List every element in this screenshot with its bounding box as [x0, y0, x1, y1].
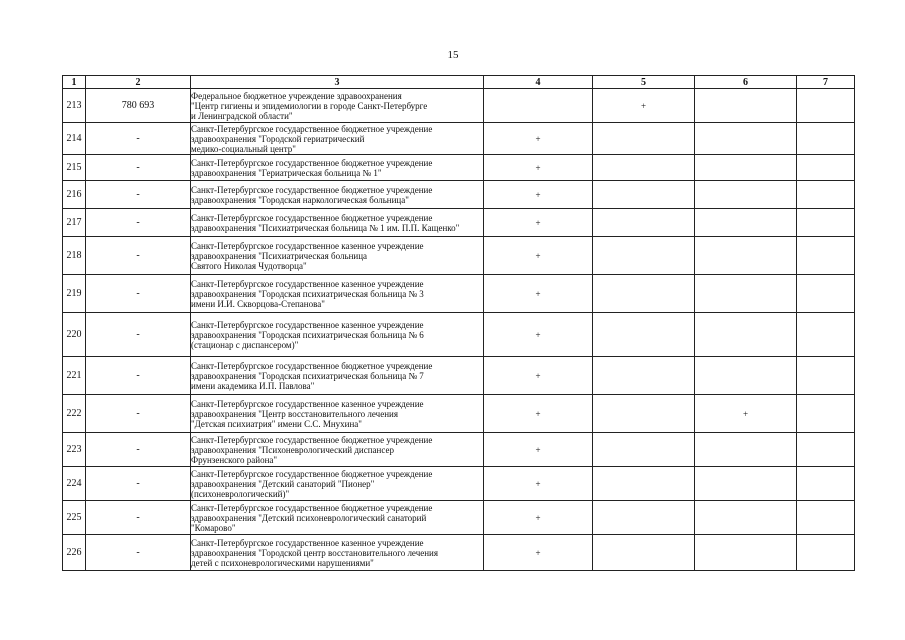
institution-name — [191, 357, 484, 395]
mark-col-7 — [797, 89, 855, 123]
column-header-6: 6 — [695, 76, 797, 89]
institution-name-line: детей с психоневрологическими нарушениями" — [191, 557, 374, 568]
institution-name-line: Святого Николая Чудотворца" — [191, 260, 307, 271]
row-code: - — [86, 181, 191, 209]
row-number: 215 — [63, 155, 86, 181]
mark-col-4: + — [484, 357, 593, 395]
row-number: 217 — [63, 209, 86, 237]
mark-col-6 — [695, 181, 797, 209]
mark-col-5 — [593, 357, 695, 395]
row-number: 221 — [63, 357, 86, 395]
row-code: - — [86, 123, 191, 155]
table-row — [63, 181, 855, 209]
mark-col-4: + — [484, 467, 593, 501]
institution-name-line: Санкт-Петербургское государственное казенное учреждение — [191, 278, 424, 289]
institution-name-line: Санкт-Петербургское государственное бюджетное учреждение — [191, 184, 433, 195]
mark-col-6 — [695, 89, 797, 123]
institution-name-line: здравоохранения "Городская наркологическая больница" — [191, 194, 409, 205]
mark-col-5 — [593, 275, 695, 313]
institution-name-line: Санкт-Петербургское государственное казенное учреждение — [191, 319, 424, 330]
row-number: 222 — [63, 395, 86, 433]
institution-name — [191, 155, 484, 181]
institution-name-line: медико-социальный центр" — [191, 143, 296, 154]
row-code: - — [86, 313, 191, 357]
mark-col-4: + — [484, 433, 593, 467]
column-header-7: 7 — [797, 76, 855, 89]
institution-name — [191, 433, 484, 467]
table-row — [63, 209, 855, 237]
mark-col-5 — [593, 209, 695, 237]
header-row — [63, 76, 855, 89]
mark-col-7 — [797, 181, 855, 209]
table-row — [63, 237, 855, 275]
table-row — [63, 433, 855, 467]
institution-name-line: Санкт-Петербургское государственное бюджетное учреждение — [191, 212, 433, 223]
table-row — [63, 275, 855, 313]
institution-name-line: "Комарово" — [191, 522, 236, 533]
institution-name-line: здравоохранения "Детский психоневрологический санаторий — [191, 512, 427, 523]
mark-col-6 — [695, 467, 797, 501]
institution-name-line: здравоохранения "Психиатрическая больница № 1 им. П.П. Кащенко" — [191, 222, 460, 233]
mark-col-5 — [593, 535, 695, 571]
institution-name-line: имени академика И.П. Павлова" — [191, 380, 315, 391]
institution-name-line: Санкт-Петербургское государственное бюджетное учреждение — [191, 360, 433, 371]
institution-name-line: (стационар с диспансером)" — [191, 339, 299, 350]
institution-name-line: Санкт-Петербургское государственное казенное учреждение — [191, 398, 424, 409]
row-number: 223 — [63, 433, 86, 467]
institution-name — [191, 395, 484, 433]
table-row — [63, 501, 855, 535]
mark-col-5 — [593, 181, 695, 209]
mark-col-5 — [593, 155, 695, 181]
table-row — [63, 313, 855, 357]
row-number: 216 — [63, 181, 86, 209]
mark-col-5 — [593, 501, 695, 535]
row-number: 226 — [63, 535, 86, 571]
column-header-2: 2 — [86, 76, 191, 89]
row-code: - — [86, 357, 191, 395]
institution-name — [191, 313, 484, 357]
mark-col-6 — [695, 313, 797, 357]
institution-name-line: Санкт-Петербургское государственное казенное учреждение — [191, 537, 424, 548]
page-number: 15 — [447, 49, 459, 61]
institution-name — [191, 535, 484, 571]
row-number: 220 — [63, 313, 86, 357]
row-code: - — [86, 535, 191, 571]
table-row — [63, 357, 855, 395]
mark-col-4: + — [484, 275, 593, 313]
mark-col-6: + — [695, 395, 797, 433]
mark-col-4: + — [484, 501, 593, 535]
mark-col-4 — [484, 89, 593, 123]
mark-col-5 — [593, 395, 695, 433]
mark-col-4: + — [484, 155, 593, 181]
mark-col-6 — [695, 237, 797, 275]
row-number: 224 — [63, 467, 86, 501]
table-row — [63, 123, 855, 155]
mark-col-4: + — [484, 123, 593, 155]
row-code: 780 693 — [86, 89, 191, 123]
row-code: - — [86, 209, 191, 237]
mark-col-4: + — [484, 181, 593, 209]
mark-col-5 — [593, 313, 695, 357]
row-number: 218 — [63, 237, 86, 275]
institution-name-line: и Ленинградской области" — [191, 110, 293, 121]
institution-name-line: (психоневрологический)" — [191, 488, 290, 499]
row-number: 213 — [63, 89, 86, 123]
row-number: 219 — [63, 275, 86, 313]
mark-col-7 — [797, 123, 855, 155]
mark-col-7 — [797, 433, 855, 467]
institution-name-line: Санкт-Петербургское государственное казенное учреждение — [191, 240, 424, 251]
mark-col-5 — [593, 467, 695, 501]
mark-col-7 — [797, 275, 855, 313]
mark-col-4: + — [484, 209, 593, 237]
institution-name-line: здравоохранения "Гериатрическая больница № 1" — [191, 167, 382, 178]
institution-name-line: Санкт-Петербургское государственное бюджетное учреждение — [191, 123, 433, 134]
institution-name-line: "Центр гигиены и эпидемиологии в городе Санкт-Петербурге — [191, 100, 428, 111]
mark-col-5 — [593, 123, 695, 155]
row-code: - — [86, 467, 191, 501]
institution-name — [191, 123, 484, 155]
mark-col-4: + — [484, 237, 593, 275]
institution-name-line: "Детская психиатрия" имени С.С. Мнухина" — [191, 418, 362, 429]
column-header-1: 1 — [63, 76, 86, 89]
table-row — [63, 395, 855, 433]
mark-col-6 — [695, 501, 797, 535]
row-code: - — [86, 237, 191, 275]
mark-col-5 — [593, 433, 695, 467]
mark-col-6 — [695, 535, 797, 571]
institution-name-line: здравоохранения "Городская психиатрическая больница № 6 — [191, 329, 424, 340]
row-code: - — [86, 275, 191, 313]
institution-name-line: здравоохранения "Центр восстановительного лечения — [191, 408, 398, 419]
mark-col-7 — [797, 313, 855, 357]
mark-col-4: + — [484, 395, 593, 433]
institution-name-line: здравоохранения "Детский санаторий "Пионер" — [191, 478, 375, 489]
row-code: - — [86, 501, 191, 535]
row-code: - — [86, 395, 191, 433]
institution-name-line: здравоохранения "Психоневрологический диспансер — [191, 444, 394, 455]
institution-name-line: здравоохранения "Городской гериатрический — [191, 133, 365, 144]
column-header-5: 5 — [593, 76, 695, 89]
mark-col-6 — [695, 155, 797, 181]
mark-col-7 — [797, 237, 855, 275]
institution-name-line: Санкт-Петербургское государственное бюджетное учреждение — [191, 468, 433, 479]
mark-col-6 — [695, 357, 797, 395]
institution-name-line: Федеральное бюджетное учреждение здравоохранения — [191, 90, 402, 101]
institution-name-line: здравоохранения "Городская психиатрическая больница № 7 — [191, 370, 424, 381]
institution-name-line: Санкт-Петербургское государственное бюджетное учреждение — [191, 157, 433, 168]
table-row — [63, 535, 855, 571]
table-header — [63, 76, 855, 89]
institution-name — [191, 237, 484, 275]
institution-name-line: здравоохранения "Городская психиатрическая больница № 3 — [191, 288, 424, 299]
institutions-table — [62, 75, 855, 571]
row-number: 225 — [63, 501, 86, 535]
mark-col-7 — [797, 357, 855, 395]
institution-name-line: имени И.И. Скворцова-Степанова" — [191, 298, 325, 309]
institution-name-line: Санкт-Петербургское государственное бюджетное учреждение — [191, 434, 433, 445]
mark-col-7 — [797, 467, 855, 501]
institution-name-line: Фрунзенского района" — [191, 454, 278, 465]
column-header-3: 3 — [191, 76, 484, 89]
mark-col-4: + — [484, 535, 593, 571]
mark-col-6 — [695, 123, 797, 155]
mark-col-6 — [695, 433, 797, 467]
column-header-4: 4 — [484, 76, 593, 89]
institution-name — [191, 209, 484, 237]
mark-col-6 — [695, 275, 797, 313]
mark-col-7 — [797, 209, 855, 237]
institution-name-line: здравоохранения "Городской центр восстановительного лечения — [191, 547, 438, 558]
institution-name — [191, 181, 484, 209]
mark-col-7 — [797, 395, 855, 433]
table-row — [63, 155, 855, 181]
table-row — [63, 89, 855, 123]
institution-name-line: Санкт-Петербургское государственное бюджетное учреждение — [191, 502, 433, 513]
institution-name-line: здравоохранения "Психиатрическая больница — [191, 250, 368, 261]
mark-col-6 — [695, 209, 797, 237]
institution-name — [191, 89, 484, 123]
table-row — [63, 467, 855, 501]
mark-col-4: + — [484, 313, 593, 357]
mark-col-5 — [593, 237, 695, 275]
institution-name — [191, 501, 484, 535]
mark-col-7 — [797, 535, 855, 571]
institution-name — [191, 467, 484, 501]
row-code: - — [86, 155, 191, 181]
row-number: 214 — [63, 123, 86, 155]
mark-col-7 — [797, 501, 855, 535]
mark-col-7 — [797, 155, 855, 181]
table-body — [63, 89, 855, 571]
row-code: - — [86, 433, 191, 467]
mark-col-5: + — [593, 89, 695, 123]
institution-name — [191, 275, 484, 313]
